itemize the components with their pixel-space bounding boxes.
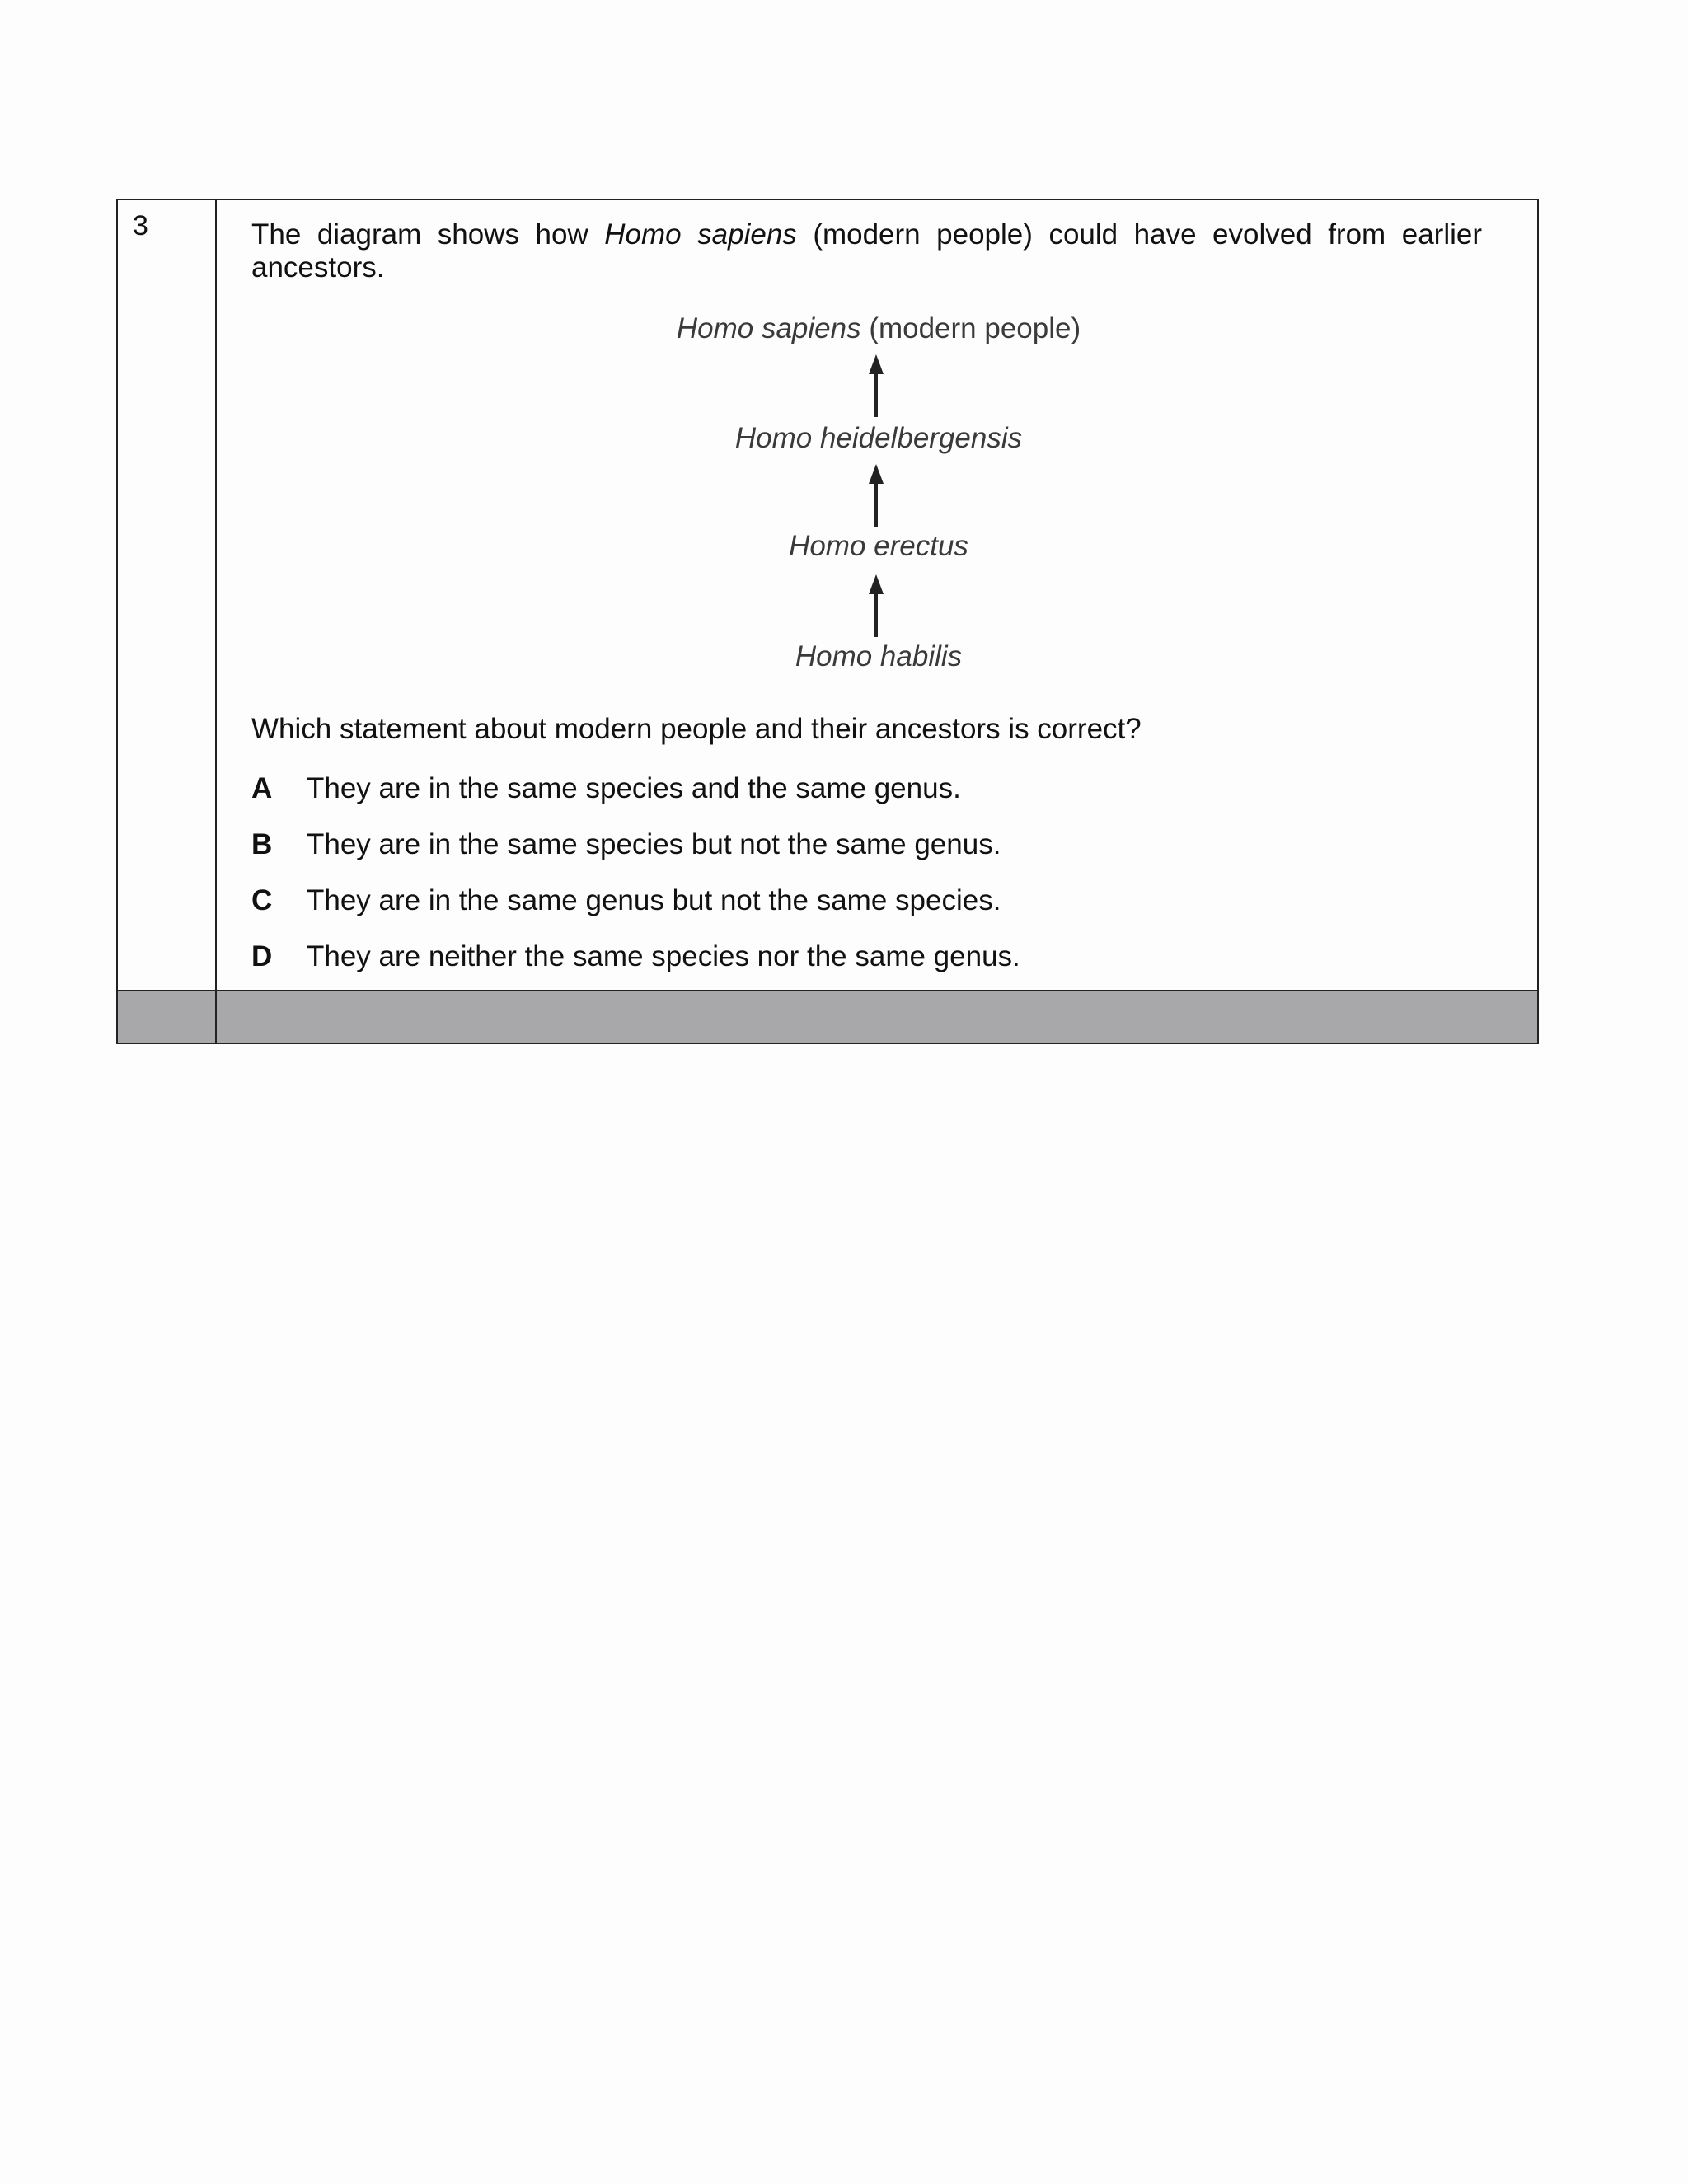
stem-species-name: Homo sapiens [604,218,797,251]
evolution-diagram [217,200,1540,695]
diagram-label-homo-heidelbergensis [217,422,1540,455]
diagram-label-homo-heidelbergensis-italic: Homo heidelbergensis [734,422,1023,454]
diagram-label-homo-sapiens-plain: (modern people) [860,312,1081,344]
arrow-up-icon [865,353,888,419]
option-d-text: They are neither the same species nor the same genus. [307,940,1020,972]
diagram-label-homo-habilis [217,640,1540,673]
diagram-label-homo-erectus-italic: Homo erectus [789,530,968,562]
arrow-up-icon [865,462,888,528]
diagram-label-homo-sapiens-italic: Homo sapiens [676,312,861,344]
option-b-text: They are in the same species but not the same genus. [307,828,1001,860]
option-a-letter: A [251,772,273,804]
diagram-label-homo-sapiens [217,312,1540,345]
arrow-up-icon [865,573,888,639]
option-c-letter: C [251,884,273,916]
diagram-label-homo-erectus [217,530,1540,563]
question-number: 3 [133,210,148,241]
option-c-text: They are in the same genus but not the same species. [307,884,1001,916]
stem-text-start: The diagram shows how [251,218,605,251]
option-a-text: They are in the same species and the same genus. [307,772,961,804]
option-b-letter: B [251,828,273,860]
stem-text-end: (modern people) could have evolved from earlier ancestors. [251,218,1482,284]
shaded-footer-row [118,990,1537,1043]
question-table [116,199,1539,1044]
column-divider [215,991,217,1043]
option-d-letter: D [251,940,273,972]
question-prompt: Which statement about modern people and their ancestors is correct? [251,713,1142,745]
diagram-label-homo-habilis-italic: Homo habilis [795,640,963,673]
